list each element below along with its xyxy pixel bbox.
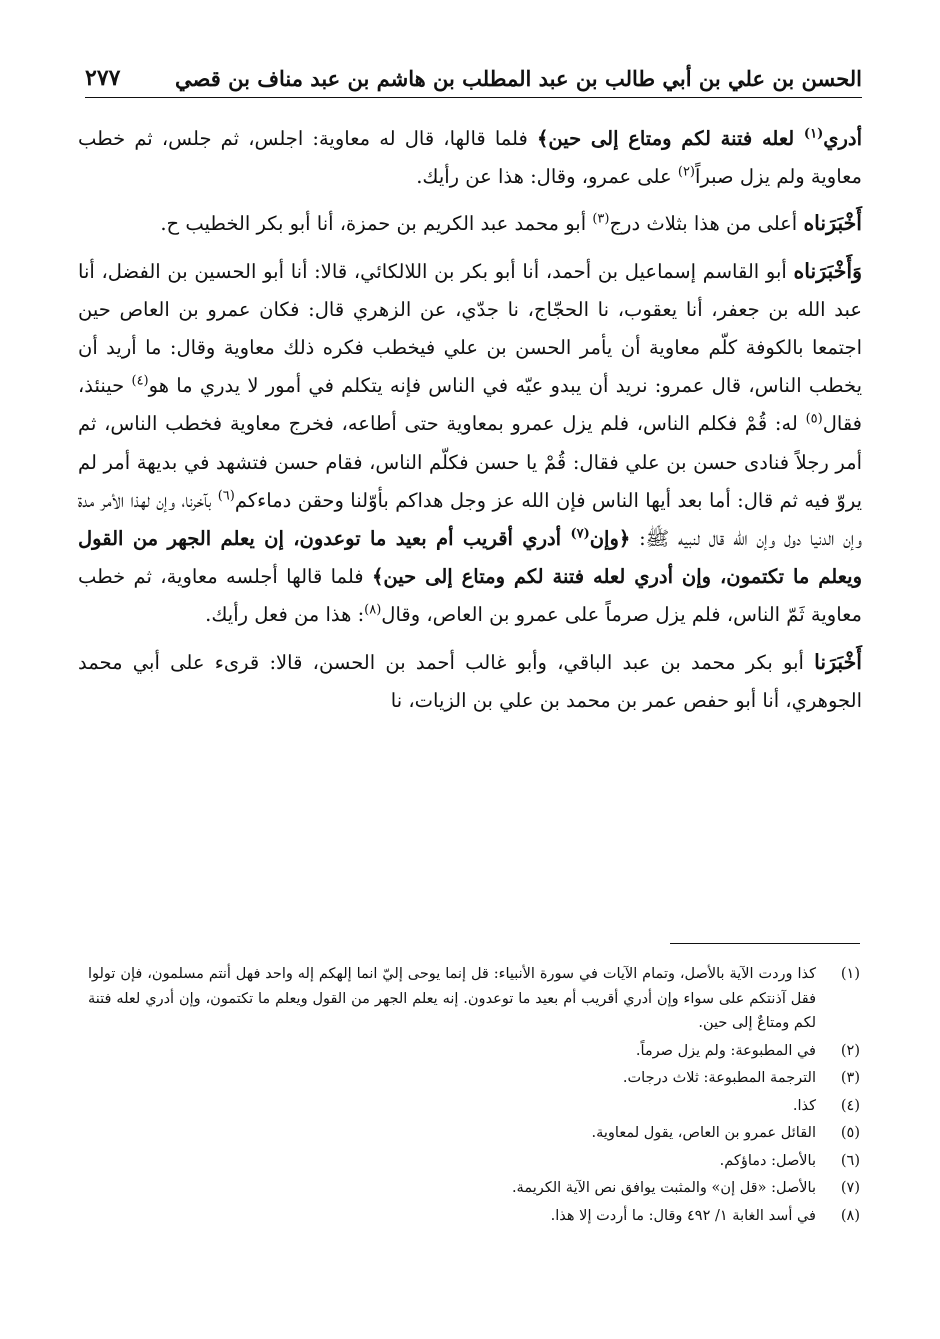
narrative-text: أبو القاسم إسماعيل بن أحمد، أنا أبو بكر بن اللالكائي، قالا: أنا أبو الحسين بن الفضل، أنا عبد الله بن جعفر، أنا يعقوب، نا الحجّاج، نا جدّي، عن الزهري قال: فكان عمرو بن العاص حين اجتمعا بالكوفة كلّم معاوية أن يأمر الحسن بن علي فيخطب فكره ذلك معاوية وقال: ما أريد أن يخطب الناس، قال عمرو: نريد أن يبدو عيّه في الناس فإنه يتكلم في أمور لا يدري ما هو <box>78 259 862 398</box>
narrative-text: له: قُمْ فكلم الناس، فلم يزل عمرو بمعاوية حتى أطاعه، فخرج معاوية فخطب الناس، ثم أمر رجلاً فنادى حسن بن علي فقال: قُمْ يا حسن فكلّم الناس، فقام حسن فتشهد في بديهة أمر لم يروّ فيه ثم قال: أما بعد أيها الناس فإن الله عز وجل هداكم بأوّلنا وحقن دماءكم <box>78 412 863 512</box>
paragraph-3 <box>78 252 862 635</box>
paragraph-1 <box>78 120 862 196</box>
footnote-ref-6: (٦) <box>217 488 235 504</box>
isnad-keyword: وَأَخْبَرَناه <box>793 258 862 283</box>
footnote: (٢) في المطبوعة: ولم يزل صرماً. <box>635 1042 860 1059</box>
narrative-text: حينئذ، فقال <box>78 374 862 436</box>
main-text <box>78 120 862 728</box>
footnote: (٣) الترجمة المطبوعة: ثلاث درجات. <box>622 1070 860 1086</box>
narrative-text: أعلى من هذا بثلاث درج <box>609 212 804 236</box>
footnote: (٥) القائل عمرو بن العاص، يقول لمعاوية. <box>591 1125 860 1141</box>
narrative-text: أبو بكر محمد بن عبد الباقي، وأبو غالب أحمد بن الحسن، قالا: قرىء على أبي محمد الجوهري، أنا أبو حفص عمر بن محمد بن علي بن الزيات، نا <box>78 650 862 712</box>
footnote: (٨) في أسد الغابة ١/ ٤٩٢ وقال: ما أردت إلا هذا. <box>550 1207 860 1224</box>
paragraph-2 <box>78 204 862 243</box>
narrative-text: فلما قالها أجلسه معاوية، ثم خطب معاوية ثَمّ الناس، فلم يزل صرماً على عمرو بن العاص، وقال <box>78 565 862 627</box>
footnote-divider <box>670 943 860 944</box>
page-header <box>85 52 862 98</box>
footnote: (١) كذا وردت الآية بالأصل، وتمام الآيات في سورة الأنبياء: قل إنما يوحى إليّ انما إلهكم إله واحد فهل أنتم مسلمون، فإن تولوا فقل آذنتكم على سواء وإن أدري أقريب أم بعيد ما توعدون. إنه يعلم الجهر من القول ويعلم ما تكتمون، وإن أدري لعله فتنة لكم ومتاعٌ إلى حين. <box>88 966 860 1031</box>
running-title: الحسن بن علي بن أبي طالب بن عبد المطلب بن هاشم بن عبد مناف بن قصي <box>175 66 862 91</box>
quran-quote: أدري$^{(١)}$ لعله فتنة لكم ومتاع إلى حين﴾ <box>536 126 862 150</box>
footnote-ref-2: (٢) <box>677 164 695 180</box>
isnad-keyword: أَخْبَرَناه <box>803 211 862 236</box>
footnote-ref-5: (٥) <box>805 411 823 427</box>
footnote: (٦) بالأصل: دماؤكم. <box>719 1152 860 1169</box>
page-number: ٢٧٧ <box>85 65 121 91</box>
footnote-ref-7: (٧) <box>570 526 590 542</box>
isnad-keyword: أَخْبَرَنا <box>814 649 862 674</box>
footnote-ref-8: (٨) <box>364 602 382 618</box>
narrative-text: فلما قالها، قال له معاوية: اجلس، ثم جلس، ثم خطب معاوية ولم يزل صبراً <box>78 127 862 189</box>
narrative-text: بآخرنا، وإن لهذا الأمر مدة وإن الدنيا دول وإن الله قال لنبيه ﷺ: <box>78 488 862 551</box>
footnote: (٤) كذا. <box>792 1097 860 1114</box>
quran-quote: ﴿وإن$^{(٧)}$ أدري أقريب أم بعيد ما توعدون، إن يعلم الجهر من القول ويعلم ما تكتمون، وإن أدري لعله فتنة لكم ومتاع إلى حين﴾ <box>78 526 862 589</box>
paragraph-4 <box>78 643 862 720</box>
footnote: (٧) بالأصل: «قل إن» والمثبت يوافق نص الآية الكريمة. <box>511 1180 860 1196</box>
footnote-ref-3: (٣) <box>592 211 610 227</box>
narrative-text: على عمرو، وقال: هذا عن رأيك. <box>416 165 678 189</box>
footnotes <box>88 962 860 1231</box>
footnote-ref-4: (٤) <box>131 373 149 389</box>
narrative-text: : هذا من فعل رأيك. <box>205 603 365 627</box>
narrative-text: أبو محمد عبد الكريم بن حمزة، أنا أبو بكر الخطيب ح. <box>160 212 593 236</box>
footnote-ref-1: (١) <box>803 126 824 142</box>
